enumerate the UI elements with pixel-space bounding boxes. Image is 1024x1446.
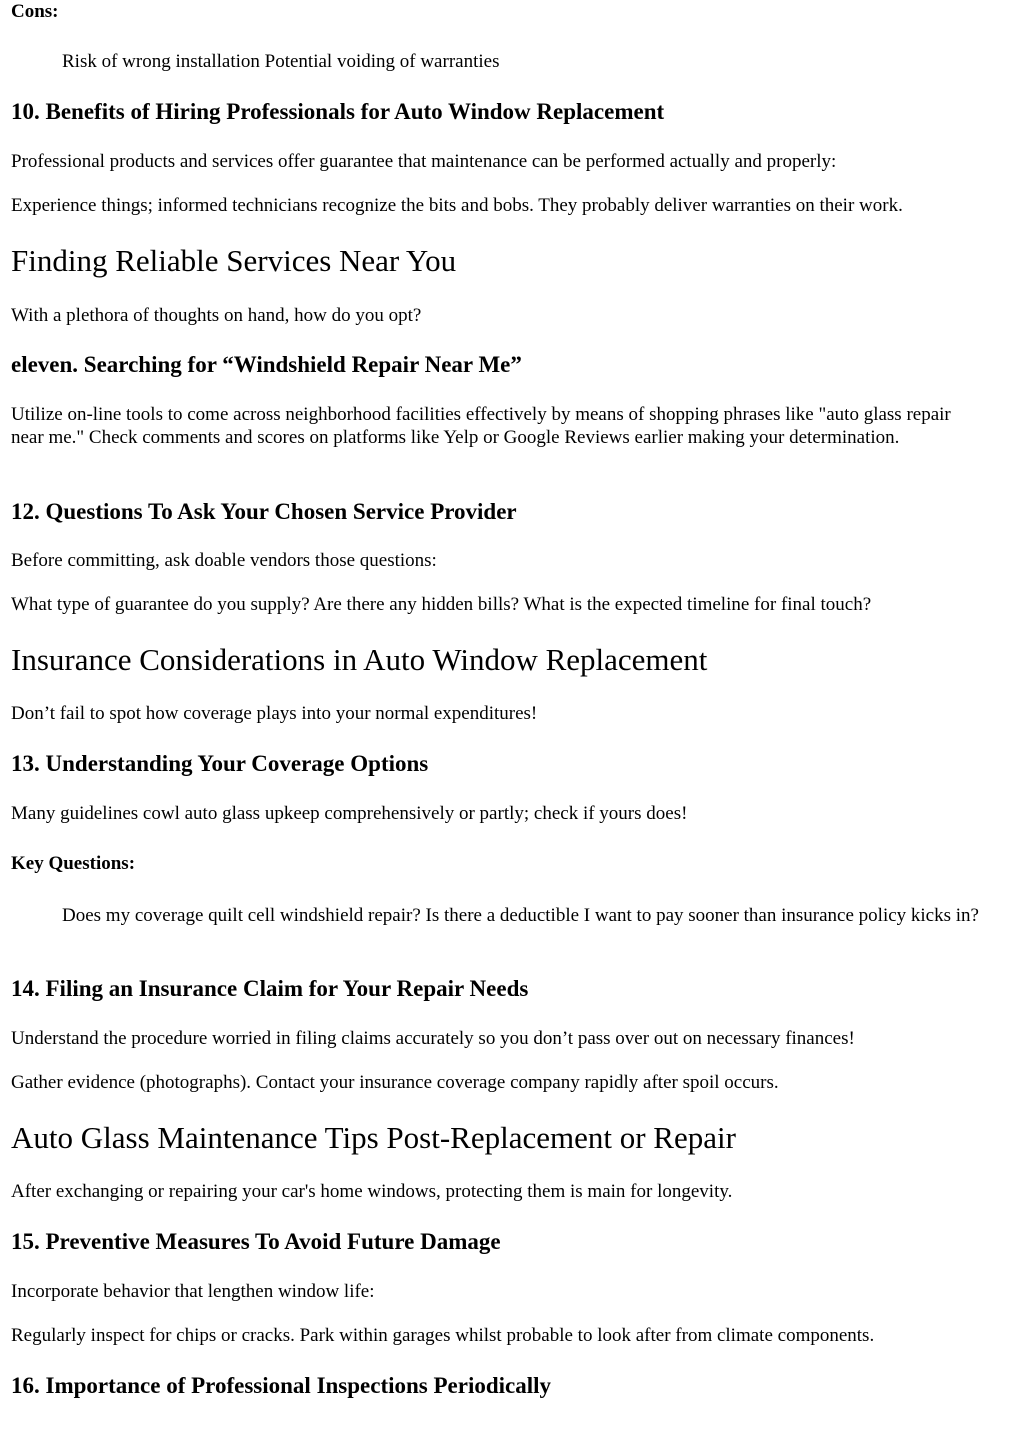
key-questions-list: Does my coverage quilt cell windshield repair? Is there a deductible I want to pay sooner than insurance policy kicks in? (62, 905, 979, 926)
finding-services-paragraph: With a plethora of thoughts on hand, how do you opt? (11, 305, 422, 326)
section-11-heading: eleven. Searching for “Windshield Repair Near Me” (11, 352, 522, 377)
insurance-heading: Insurance Considerations in Auto Window Replacement (11, 642, 708, 677)
section-15-heading: 15. Preventive Measures To Avoid Future Damage (11, 1229, 501, 1254)
maintenance-heading: Auto Glass Maintenance Tips Post-Replacement or Repair (11, 1120, 736, 1155)
section-13-heading: 13. Understanding Your Coverage Options (11, 751, 429, 776)
section-15-paragraph-1: Incorporate behavior that lengthen window life: (11, 1281, 375, 1302)
finding-services-heading: Finding Reliable Services Near You (11, 243, 457, 278)
section-14-paragraph-2: Gather evidence (photographs). Contact your insurance coverage company rapidly after spoil occurs. (11, 1072, 779, 1093)
section-12-paragraph-1: Before committing, ask doable vendors those questions: (11, 550, 437, 571)
section-12-paragraph-2: What type of guarantee do you supply? Are there any hidden bills? What is the expected timeline for final touch? (11, 594, 872, 615)
section-10-paragraph-1: Professional products and services offer guarantee that maintenance can be performed actually and properly: (11, 151, 837, 172)
insurance-paragraph: Don’t fail to spot how coverage plays into your normal expenditures! (11, 703, 538, 724)
section-14-heading: 14. Filing an Insurance Claim for Your Repair Needs (11, 976, 529, 1001)
section-10-paragraph-2: Experience things; informed technicians recognize the bits and bobs. They probably deliver warranties on their work. (11, 195, 903, 216)
section-14-paragraph-1: Understand the procedure worried in filing claims accurately so you don’t pass over out on necessary finances! (11, 1028, 855, 1049)
section-13-paragraph: Many guidelines cowl auto glass upkeep comprehensively or partly; check if yours does! (11, 803, 688, 824)
maintenance-paragraph: After exchanging or repairing your car's home windows, protecting them is main for longevity. (11, 1181, 733, 1202)
section-10-heading: 10. Benefits of Hiring Professionals for Auto Window Replacement (11, 99, 665, 124)
section-12-heading: 12. Questions To Ask Your Chosen Service Provider (11, 499, 517, 524)
section-11-paragraph: Utilize on-line tools to come across neighborhood facilities effectively by means of shopping phrases like "auto glass repair near me." Check comments and scores on platforms like Yelp or Google Reviews earlier making your determination. (11, 404, 951, 448)
section-15-paragraph-2: Regularly inspect for chips or cracks. Park within garages whilst probable to look after from climate components. (11, 1325, 875, 1346)
key-questions-heading: Key Questions: (11, 853, 136, 874)
section-16-heading: 16. Importance of Professional Inspections Periodically (11, 1373, 552, 1398)
cons-heading: Cons: (11, 1, 59, 22)
cons-list: Risk of wrong installation Potential voiding of warranties (62, 51, 500, 72)
